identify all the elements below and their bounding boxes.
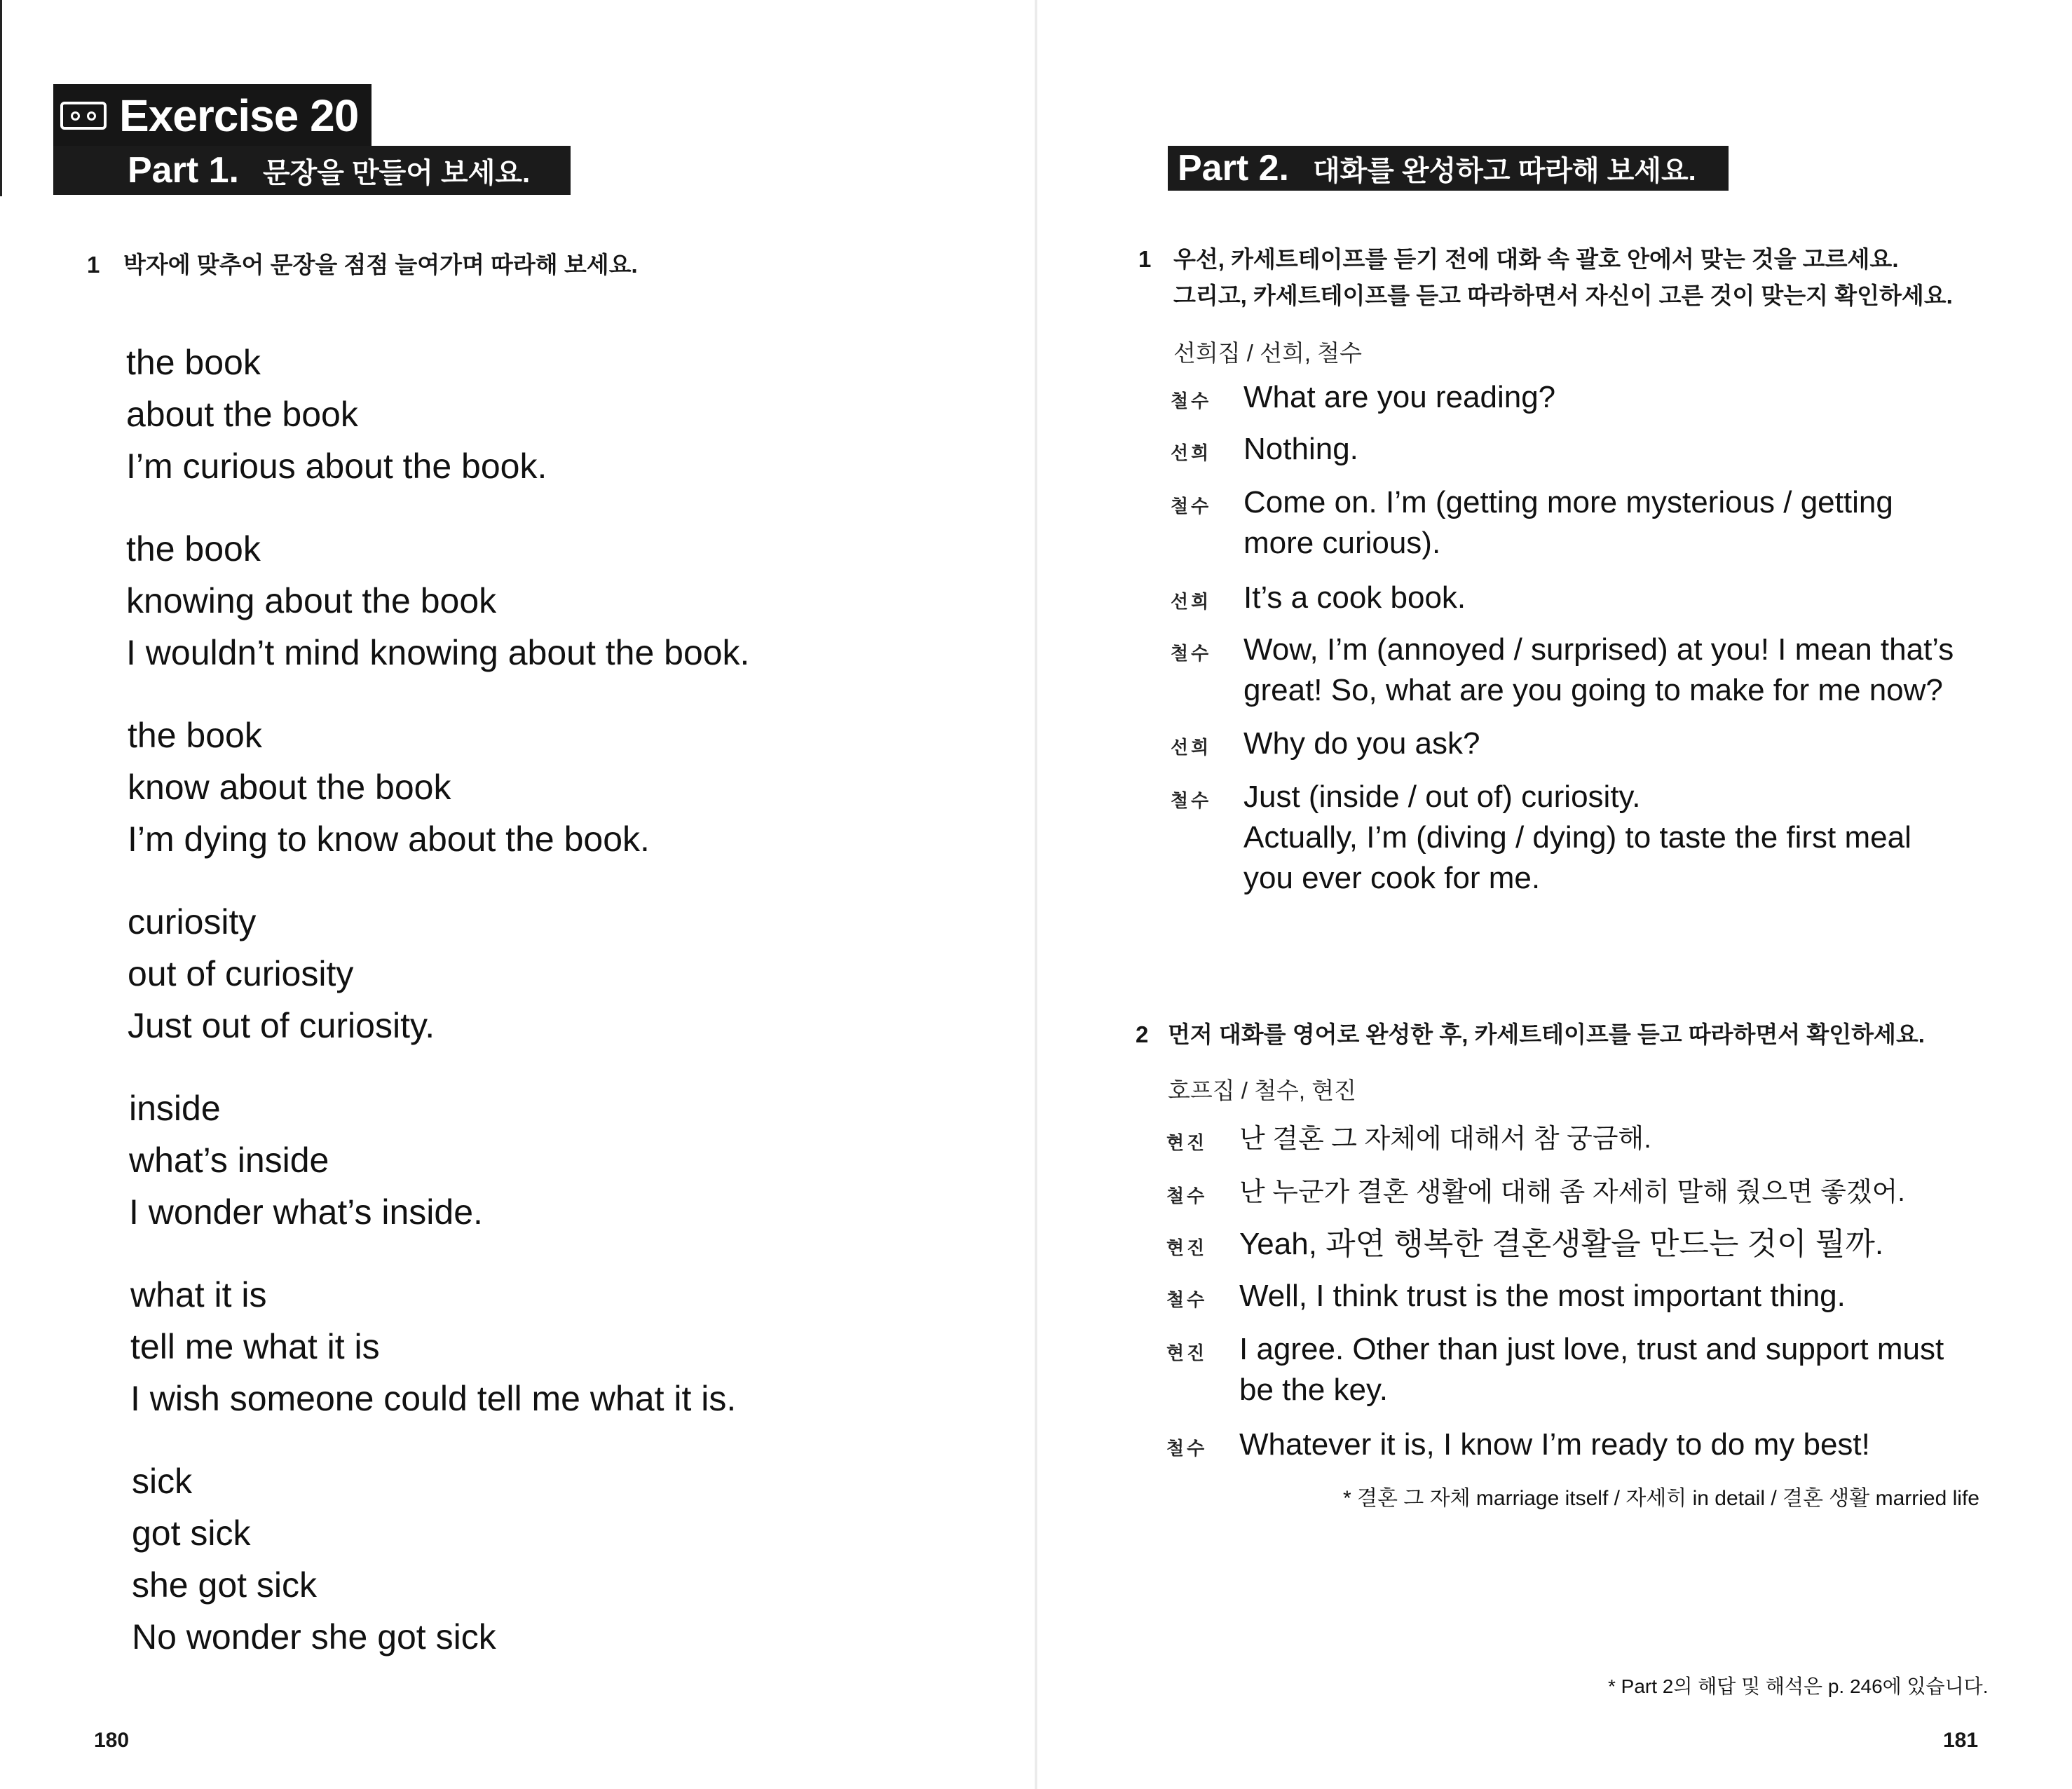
speaker-label: 선희: [1171, 591, 1212, 612]
dialogue-line: [1243, 630, 2022, 711]
section1-instruction-line2: 그리고, 카세트테이프를 듣고 따라하면서 자신이 고른 것이 맞는지 확인하세요.: [1173, 283, 1953, 308]
dialogue-text: Well, I think trust is the most important thing.: [1239, 1279, 1846, 1313]
speaker-label: 철수: [1171, 496, 1212, 517]
speaker-label: 현진: [1166, 1132, 1208, 1153]
dialogue-line: [1239, 1172, 2017, 1213]
speaker-label: 선희: [1171, 442, 1212, 463]
phrase-line: tell me what it is: [130, 1327, 380, 1366]
dialogue-text: Wow, I’m (annoyed / surprised) at you! I mean that’s: [1243, 632, 1954, 667]
exercise-title: Exercise 20: [119, 90, 359, 141]
section1-setting: 선희집 / 선희, 철수: [1173, 340, 1362, 366]
part1-heading: 문장을 만들어 보세요.: [262, 157, 531, 189]
part1-instruction: [87, 247, 638, 280]
phrase-group: [126, 336, 547, 492]
section2-number: 2: [1136, 1021, 1149, 1047]
instruction-number: 1: [87, 252, 100, 278]
speaker-label: 철수: [1171, 643, 1212, 664]
phrase-line: about the book: [126, 395, 358, 434]
phrase-line: I wonder what’s inside.: [129, 1192, 483, 1232]
section2-instruction: [1136, 1016, 1925, 1049]
instruction-text: 박자에 맞추어 문장을 점점 늘여가며 따라해 보세요.: [123, 252, 638, 278]
speaker-label: 철수: [1166, 1289, 1208, 1310]
speaker-label: 철수: [1166, 1185, 1208, 1206]
dialogue-line: [1239, 1119, 2017, 1159]
phrase-line: I’m curious about the book.: [126, 447, 547, 486]
phrase-line: what it is: [130, 1275, 267, 1314]
phrase-group: [132, 1455, 496, 1663]
phrase-line: what’s inside: [129, 1141, 329, 1180]
phrase-line: Just out of curiosity.: [128, 1006, 435, 1045]
dialogue-text: Yeah, 과연 행복한 결혼생활을 만드는 것이 뭘까.: [1239, 1227, 1884, 1261]
phrase-group: [128, 896, 435, 1052]
phrase-group: [126, 523, 749, 679]
speaker-label: 철수: [1171, 790, 1212, 811]
phrase-line: No wonder she got sick: [132, 1617, 496, 1657]
section2-setting: 호프집 / 철수, 현진: [1168, 1077, 1356, 1103]
cassette-tape-icon: [60, 102, 107, 130]
exercise-title-banner: [53, 84, 372, 147]
section1-instruction: [1138, 241, 1953, 314]
speaker-label: 현진: [1166, 1237, 1208, 1258]
dialogue-text: great! So, what are you going to make for me now?: [1243, 673, 1943, 707]
dialogue-line: [1243, 723, 2022, 764]
part2-heading: 대화를 완성하고 따라해 보세요.: [1312, 155, 1696, 186]
speaker-label: 현진: [1166, 1342, 1208, 1363]
phrase-line: the book: [126, 343, 261, 382]
dialogue-text: Come on. I’m (getting more mysterious / getting: [1243, 485, 1893, 519]
phrase-line: I wouldn’t mind knowing about the book.: [126, 633, 750, 672]
dialogue-text: be the key.: [1239, 1373, 1388, 1407]
dialogue-line: [1239, 1224, 2017, 1265]
phrase-line: got sick: [132, 1513, 251, 1553]
phrase-line: the book: [128, 716, 262, 755]
dialogue-text: 난 결혼 그 자체에 대해서 참 궁금해.: [1239, 1124, 1651, 1154]
part2-label: Part 2.: [1178, 148, 1289, 189]
phrase-line: out of curiosity: [128, 954, 354, 993]
dialogue-text: Just (inside / out of) curiosity.: [1243, 780, 1641, 814]
dialogue-line: [1243, 578, 2022, 618]
dialogue-text: 난 누군가 결혼 생활에 대해 좀 자세히 말해 줬으면 좋겠어.: [1239, 1178, 1905, 1207]
dialogue-text: Whatever it is, I know I’m ready to do my best!: [1239, 1427, 1870, 1462]
phrase-line: inside: [129, 1089, 221, 1128]
phrase-group: [129, 1082, 483, 1238]
phrase-line: I’m dying to know about the book.: [128, 819, 650, 859]
section1-number: 1: [1138, 246, 1152, 272]
answer-note: * Part 2의 해답 및 해석은 p. 246에 있습니다.: [1608, 1675, 1989, 1697]
dialogue-text: What are you reading?: [1243, 380, 1556, 414]
dialogue-line: [1239, 1276, 2017, 1317]
dialogue-text: Why do you ask?: [1243, 726, 1480, 761]
phrase-line: I wish someone could tell me what it is.: [130, 1379, 737, 1418]
section1-instruction-line1: 우선, 카세트테이프를 듣기 전에 대화 속 괄호 안에서 맞는 것을 고르세요.: [1173, 246, 1899, 272]
page-number-right: 181: [1943, 1729, 1979, 1752]
phrase-line: sick: [132, 1462, 193, 1501]
dialogue-text: you ever cook for me.: [1243, 861, 1541, 895]
phrase-line: she got sick: [132, 1565, 318, 1605]
part1-banner: [53, 146, 571, 195]
dialogue-line: [1243, 777, 2022, 899]
part2-banner: [1168, 146, 1729, 191]
dialogue-text: I agree. Other than just love, trust and support must: [1239, 1332, 1944, 1366]
dialogue-text: Actually, I’m (diving / dying) to taste the first meal: [1243, 820, 1911, 855]
speaker-label: 선희: [1171, 737, 1212, 758]
phrase-group: [130, 1269, 736, 1424]
phrase-line: know about the book: [128, 768, 451, 807]
dialogue-text: more curious).: [1243, 526, 1441, 560]
dialogue-line: [1243, 377, 2022, 418]
part1-label: Part 1.: [128, 150, 239, 191]
section2-instruction-text: 먼저 대화를 영어로 완성한 후, 카세트테이프를 듣고 따라하면서 확인하세요.: [1168, 1021, 1925, 1047]
dialogue-text: It’s a cook book.: [1243, 580, 1466, 615]
phrase-line: the book: [126, 529, 261, 569]
dialogue-line: [1243, 482, 2022, 564]
phrase-line: curiosity: [128, 902, 257, 941]
page-number-left: 180: [94, 1729, 130, 1752]
dialogue-text: Nothing.: [1243, 432, 1358, 466]
dialogue-line: [1239, 1329, 2017, 1410]
speaker-label: 철수: [1166, 1438, 1208, 1459]
vocab-note: * 결혼 그 자체 marriage itself / 자세히 in detail / 결혼 생활 married life: [1343, 1487, 1979, 1510]
speaker-label: 철수: [1171, 390, 1212, 411]
phrase-group: [128, 709, 650, 865]
dialogue-line: [1239, 1424, 2017, 1465]
phrase-line: knowing about the book: [126, 581, 497, 620]
dialogue-line: [1243, 429, 2022, 470]
